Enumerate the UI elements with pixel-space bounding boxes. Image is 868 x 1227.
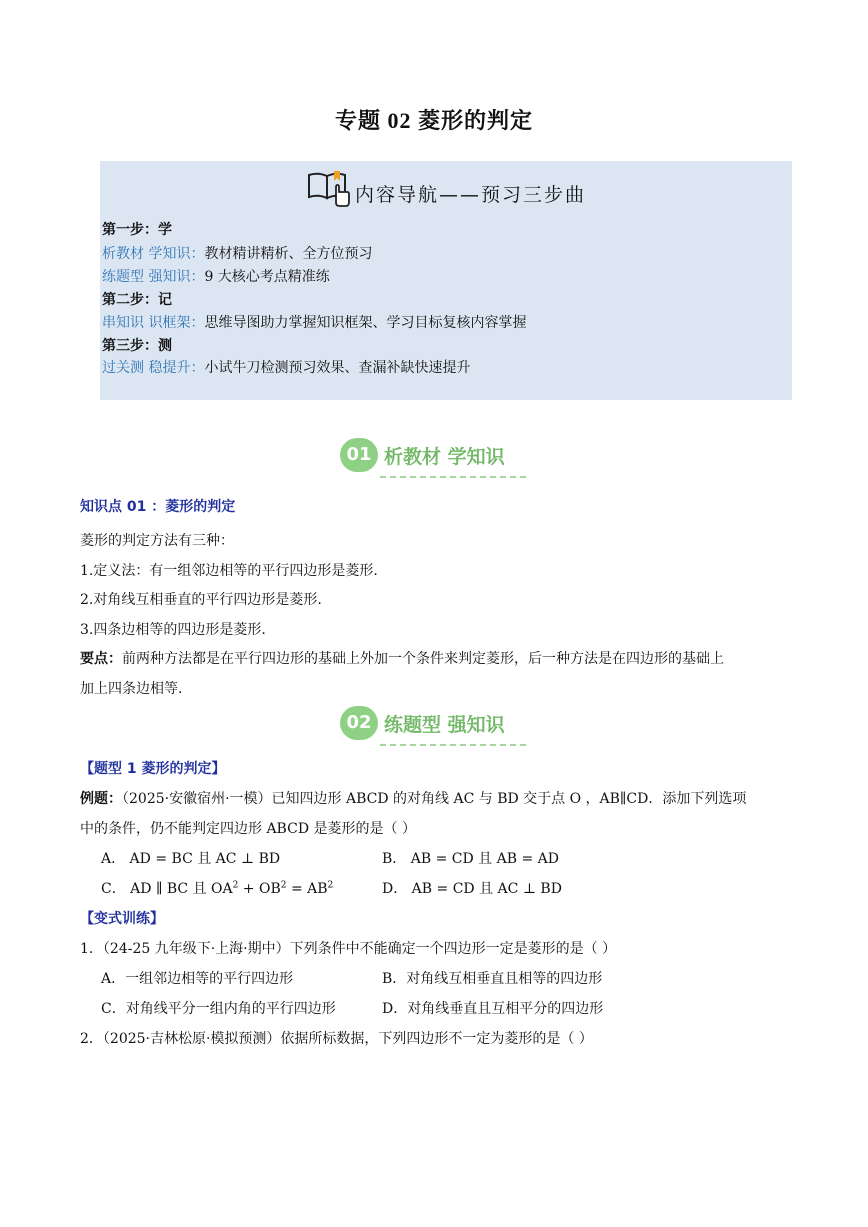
step1-item-1-text: 教材精讲精析、全方位预习 [204, 246, 373, 262]
q1-option-a: A．一组邻边相等的平行四边形 [101, 971, 294, 987]
step1-item-2 [102, 266, 330, 286]
example-line-2: 中的条件，仍不能判定四边形 ABCD 是菱形的是（ ） [80, 821, 416, 837]
step3-label: 第三步：测 [102, 338, 172, 354]
step3-item-1-tag: 过关测 稳提升： [102, 360, 205, 376]
nav-heading-text: 内容导航——预习三步曲 [355, 183, 587, 206]
section-02-badge: 02 [340, 706, 378, 740]
step1-item-1-tag: 析教材 学知识： [102, 246, 205, 262]
kp-item-2: 2.对角线互相垂直的平行四边形是菱形. [80, 592, 322, 608]
step1-item-1 [102, 243, 372, 263]
section-02-label: 练题型 强知识 [384, 713, 505, 736]
step2-item-1-text: 思维导图助力掌握知识框架、学习目标复核内容掌握 [204, 315, 527, 331]
step1-label: 第一步：学 [102, 222, 172, 238]
option-c-sup-1: 2 [232, 880, 239, 891]
example-option-c [101, 878, 333, 898]
book-pointer-icon [306, 167, 350, 211]
step3-item-1 [102, 357, 470, 377]
example-option-a: A． AD = BC 且 AC ⊥ BD [101, 851, 281, 867]
option-c-text-1: C． AD ∥ BC 且 OA [101, 881, 233, 897]
example-label: 例题： [80, 791, 122, 807]
page-title: 专题 02 菱形的判定 [334, 108, 533, 133]
variant-question-1: 1．（24-25 九年级下·上海·期中）下列条件中不能确定一个四边形一定是菱形的是（ ） [80, 941, 617, 957]
kp-note-text: 前两种方法都是在平行四边形的基础上外加一个条件来判定菱形，后一种方法是在四边形的基础上 [122, 651, 724, 667]
example-option-d: D． AB = CD 且 AC ⊥ BD [382, 881, 562, 897]
section-01-divider [380, 476, 526, 478]
section-02-banner [340, 706, 530, 746]
section-01-label: 析教材 学知识 [384, 445, 505, 468]
option-c-text-3: = AB [286, 881, 328, 897]
example-text: （2025·安徽宿州·一模）已知四边形 ABCD 的对角线 AC 与 BD 交于点 O ，AB∥CD．添加下列选项 [122, 791, 747, 807]
kp-intro: 菱形的判定方法有三种： [80, 533, 234, 549]
content-navigation-box [100, 161, 792, 400]
variant-training-heading: 【变式训练】 [80, 911, 164, 927]
section-01-banner [340, 438, 530, 478]
nav-heading [100, 167, 792, 207]
step1-item-2-tag: 练题型 强知识： [102, 269, 205, 285]
knowledge-point-heading: 知识点 01 ：菱形的判定 [80, 499, 236, 515]
step2-item-1 [102, 312, 526, 332]
variant-question-2: 2．（2025·吉林松原·模拟预测）依据所标数据，下列四边形不一定为菱形的是（ ） [80, 1031, 593, 1047]
example-option-b: B． AB = CD 且 AB = AD [382, 851, 559, 867]
kp-item-1: 1.定义法：有一组邻边相等的平行四边形是菱形. [80, 563, 378, 579]
kp-note-line-1 [80, 648, 724, 668]
q1-option-d: D．对角线垂直且互相平分的四边形 [382, 1001, 604, 1017]
example-line-1 [80, 788, 746, 808]
step1-item-2-text: 9 大核心考点精准练 [204, 269, 330, 285]
q1-option-b: B．对角线互相垂直且相等的四边形 [382, 971, 603, 987]
section-01-badge: 01 [340, 438, 378, 472]
kp-note-label: 要点： [80, 651, 122, 667]
option-c-sup-3: 2 [327, 880, 334, 891]
kp-note-line-2: 加上四条边相等. [80, 681, 183, 697]
step3-item-1-text: 小试牛刀检测预习效果、查漏补缺快速提升 [204, 360, 471, 376]
question-type-heading: 【题型 1 菱形的判定】 [80, 761, 226, 777]
section-02-divider [380, 744, 526, 746]
kp-item-3: 3.四条边相等的四边形是菱形. [80, 622, 266, 638]
option-c-sup-2: 2 [280, 880, 287, 891]
step2-item-1-tag: 串知识 识框架： [102, 315, 205, 331]
q1-option-c: C．对角线平分一组内角的平行四边形 [101, 1001, 336, 1017]
option-c-text-2: + OB [238, 881, 281, 897]
step2-label: 第二步：记 [102, 292, 172, 308]
